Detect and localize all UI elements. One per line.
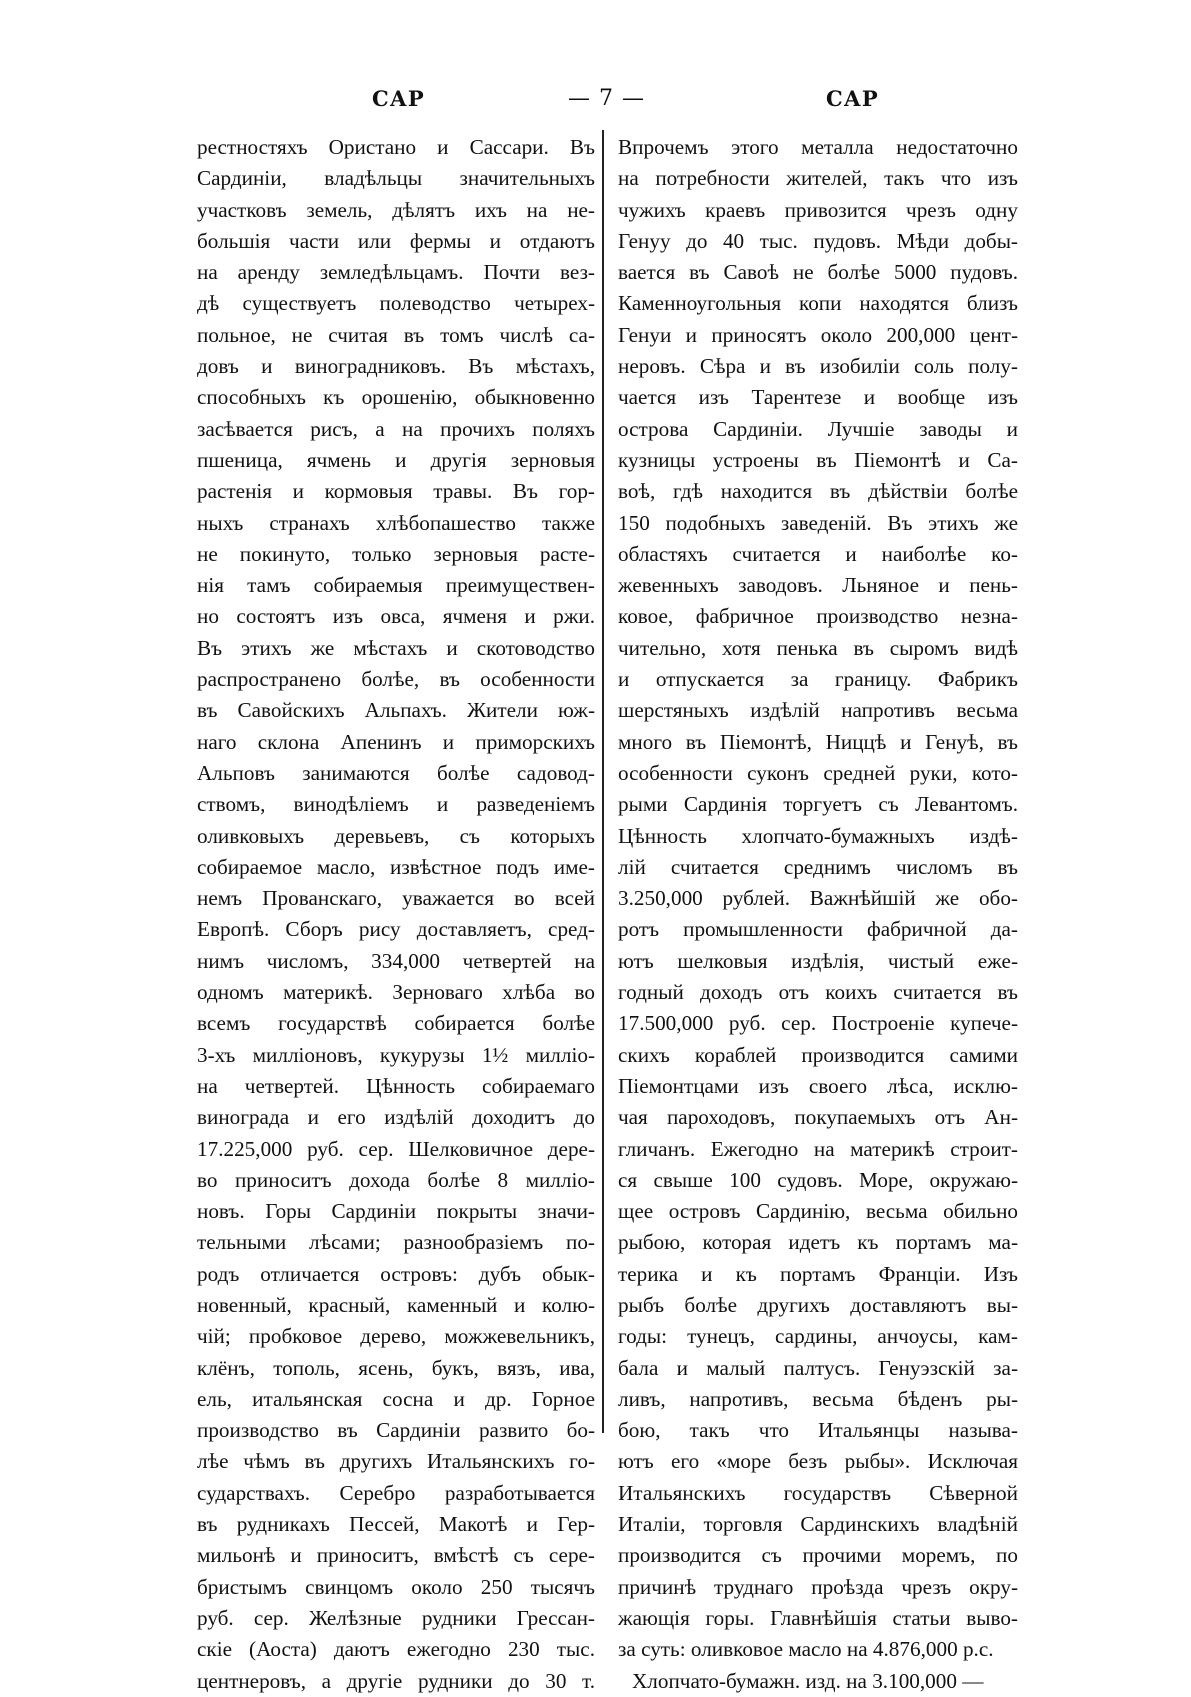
text-line: ковое, фабричное производство незна- — [618, 604, 1018, 629]
text-line: щее островъ Сардинію, весьма обильно — [618, 1199, 1018, 1224]
text-line: во приноситъ дохода болѣе 8 милліо- — [197, 1167, 595, 1192]
text-line: лѣе чѣмъ въ другихъ Итальянскихъ го- — [197, 1449, 595, 1474]
text-line: засѣвается рисъ, а на прочихъ поляхъ — [197, 416, 595, 441]
text-line: рыбою, которая идетъ къ портамъ ма- — [618, 1230, 1018, 1255]
text-line: годы: тунецъ, сардины, анчоусы, кам- — [618, 1324, 1018, 1349]
text-line: тельными лѣсами; разнообразіемъ по- — [197, 1230, 595, 1255]
page-number: — 7 — — [568, 86, 645, 111]
running-head-right: САР — [826, 86, 879, 111]
text-line: 3-хъ милліоновъ, кукурузы 1½ милліо- — [197, 1042, 595, 1067]
text-line: производство въ Сардиніи развито бо- — [197, 1418, 595, 1443]
text-line: и отпускается за границу. Фабрикъ — [618, 667, 1018, 692]
text-line: Итальянскихъ государствъ Сѣверной — [618, 1480, 1018, 1505]
text-line: большія части или фермы и отдаютъ — [197, 228, 595, 253]
text-line: за суть: оливковое масло на 4.876,000 р.с. — [618, 1637, 994, 1662]
text-line: Цѣнность хлопчато-бумажныхъ издѣ- — [618, 823, 1018, 848]
text-line: на потребности жителей, такъ что изъ — [618, 166, 1018, 191]
text-line: гличанъ. Ежегодно на материкѣ строит- — [618, 1136, 1018, 1161]
text-line: особенности суконъ средней руки, кото- — [618, 760, 1018, 785]
text-line: чая пароходовъ, покупаемыхъ отъ Ан- — [618, 1105, 1018, 1130]
text-line: Сардиніи, владѣльцы значительныхъ — [197, 166, 595, 191]
text-line: воѣ, гдѣ находится въ дѣйствіи болѣе — [618, 479, 1018, 504]
text-line: вается въ Савоѣ не болѣе 5000 пудовъ. — [618, 260, 1018, 285]
text-line: бристымъ свинцомъ около 250 тысячъ — [197, 1574, 595, 1599]
text-line: руб. сер. Желѣзные рудники Грессан- — [197, 1605, 595, 1630]
text-line: 17.225,000 руб. сер. Шелковичное дере- — [197, 1136, 595, 1161]
text-line: Хлопчато-бумажн. изд. на 3.100,000 — — [632, 1668, 984, 1693]
text-line: довъ и виноградниковъ. Въ мѣстахъ, — [197, 354, 595, 379]
text-line: 150 подобныхъ заведеній. Въ этихъ же — [618, 510, 1018, 535]
text-line: 17.500,000 руб. сер. Построеніе купече- — [618, 1011, 1018, 1036]
text-line: чужихъ краевъ привозится чрезъ одну — [618, 197, 1018, 222]
text-line: причинѣ труднаго проѣзда чрезъ окру- — [618, 1574, 1018, 1599]
text-line: острова Сардиніи. Лучшіе заводы и — [618, 416, 1018, 441]
text-line: производится съ прочими моремъ, по — [618, 1543, 1018, 1568]
text-line: въ Савойскихъ Альпахъ. Жители юж- — [197, 698, 595, 723]
text-line: бою, такъ что Итальянцы называ- — [618, 1418, 1018, 1443]
text-line: центнеровъ, а другіе рудники до 30 т. — [197, 1668, 595, 1693]
left-text-column — [197, 132, 595, 1697]
text-line: ся свыше 100 судовъ. Море, окружаю- — [618, 1167, 1018, 1192]
text-line: ютъ его «море безъ рыбы». Исключая — [618, 1449, 1018, 1474]
text-line: клёнъ, тополь, ясень, букъ, вязъ, ива, — [197, 1355, 595, 1380]
text-line: бала и малый палтусъ. Генуэзскій за- — [618, 1355, 1018, 1380]
text-line: терика и къ портамъ Франціи. Изъ — [618, 1261, 1018, 1286]
text-line: нія тамъ собираемыя преимуществен- — [197, 573, 595, 598]
text-line: скихъ кораблей производится самими — [618, 1042, 1018, 1067]
column-divider — [602, 130, 604, 1433]
text-line: на четвертей. Цѣнность собираемаго — [197, 1073, 595, 1098]
text-line: нимъ числомъ, 334,000 четвертей на — [197, 948, 595, 973]
text-line: распространено болѣе, въ особенности — [197, 667, 595, 692]
text-line: ротъ промышленности фабричной да- — [618, 917, 1018, 942]
running-head-left: САР — [372, 86, 425, 111]
text-line: родъ отличается островъ: дубъ обык- — [197, 1261, 595, 1286]
text-line: Генуи и приносятъ около 200,000 цент- — [618, 322, 1018, 347]
text-line: ель, итальянская сосна и др. Горное — [197, 1386, 595, 1411]
page-header — [0, 86, 1191, 126]
text-line: Италіи, торговля Сардинскихъ владѣній — [618, 1512, 1018, 1537]
text-line: дѣ существуетъ полеводство четырех- — [197, 291, 595, 316]
text-line: всемъ государствѣ собирается болѣе — [197, 1011, 595, 1036]
text-line: но состоятъ изъ овса, ячменя и ржи. — [197, 604, 595, 629]
text-line: на аренду земледѣльцамъ. Почти вез- — [197, 260, 595, 285]
right-text-column — [618, 132, 1018, 1697]
text-line: новъ. Горы Сардиніи покрыты значи- — [197, 1199, 595, 1224]
text-line: годный доходъ отъ коихъ считается въ — [618, 980, 1018, 1005]
text-line: лій считается среднимъ числомъ въ — [618, 854, 1018, 879]
text-line: шерстяныхъ издѣлій напротивъ весьма — [618, 698, 1018, 723]
text-line: жающія горы. Главнѣйшія статьи выво- — [618, 1605, 1018, 1630]
text-line: немъ Прованскаго, уважается во всей — [197, 886, 595, 911]
text-line: способныхъ къ орошенію, обыкновенно — [197, 385, 595, 410]
text-line: чительно, хотя пенька въ сыромъ видѣ — [618, 635, 1018, 660]
text-line: 3.250,000 рублей. Важнѣйшій же обо- — [618, 886, 1018, 911]
text-line: Въ этихъ же мѣстахъ и скотоводство — [197, 635, 595, 660]
text-line: сударствахъ. Серебро разработывается — [197, 1480, 595, 1505]
text-line: областяхъ считается и наиболѣе ко- — [618, 541, 1018, 566]
text-line: чій; пробковое дерево, можжевельникъ, — [197, 1324, 595, 1349]
text-line: ныхъ странахъ хлѣбопашество также — [197, 510, 595, 535]
text-line: пшеница, ячмень и другія зерновыя — [197, 447, 595, 472]
text-line: ютъ шелковыя издѣлія, чистый еже- — [618, 948, 1018, 973]
text-line: много въ Піемонтѣ, Ниццѣ и Генуѣ, въ — [618, 729, 1018, 754]
text-line: польное, не считая въ томъ числѣ са- — [197, 322, 595, 347]
text-line: Европѣ. Сборъ рису доставляетъ, сред- — [197, 917, 595, 942]
text-line: одномъ материкѣ. Зерноваго хлѣба во — [197, 980, 595, 1005]
text-line: Генуу до 40 тыс. пудовъ. Мѣди добы- — [618, 228, 1018, 253]
text-line: Альповъ занимаются болѣе садовод- — [197, 760, 595, 785]
text-line: въ рудникахъ Пессей, Макотѣ и Гер- — [197, 1512, 595, 1537]
text-line: рыми Сардинія торгуетъ съ Левантомъ. — [618, 792, 1018, 817]
text-line: ствомъ, винодѣліемъ и разведеніемъ — [197, 792, 595, 817]
text-line: Впрочемъ этого металла недостаточно — [618, 135, 1018, 159]
text-line: не покинуто, только зерновыя расте- — [197, 541, 595, 566]
text-line: собираемое масло, извѣстное подъ име- — [197, 854, 595, 879]
text-line: ливъ, напротивъ, весьма бѣденъ ры- — [618, 1386, 1018, 1411]
text-line: Каменноугольныя копи находятся близъ — [618, 291, 1018, 316]
text-line: участковъ земель, дѣлятъ ихъ на не- — [197, 197, 595, 222]
text-line: чается изъ Тарентезе и вообще изъ — [618, 385, 1018, 410]
text-line: мильонѣ и приноситъ, вмѣстѣ съ сере- — [197, 1543, 595, 1568]
text-line: неровъ. Сѣра и въ изобиліи соль полу- — [618, 354, 1018, 379]
text-line: Піемонтцами изъ своего лѣса, исклю- — [618, 1073, 1018, 1098]
text-line: жевенныхъ заводовъ. Льняное и пень- — [618, 573, 1018, 598]
text-line: скіе (Аоста) даютъ ежегодно 230 тыс. — [197, 1637, 595, 1662]
text-line: растенія и кормовыя травы. Въ гор- — [197, 479, 595, 504]
text-line: оливковыхъ деревьевъ, съ которыхъ — [197, 823, 595, 848]
text-line: винограда и его издѣлій доходитъ до — [197, 1105, 595, 1130]
text-line: кузницы устроены въ Піемонтѣ и Са- — [618, 447, 1018, 472]
text-line: рыбъ болѣе другихъ доставляютъ вы- — [618, 1292, 1018, 1317]
text-line: новенный, красный, каменный и колю- — [197, 1292, 595, 1317]
text-line: рестностяхъ Ористано и Сассари. Въ — [197, 135, 595, 159]
text-line: наго склона Апенинъ и приморскихъ — [197, 729, 595, 754]
